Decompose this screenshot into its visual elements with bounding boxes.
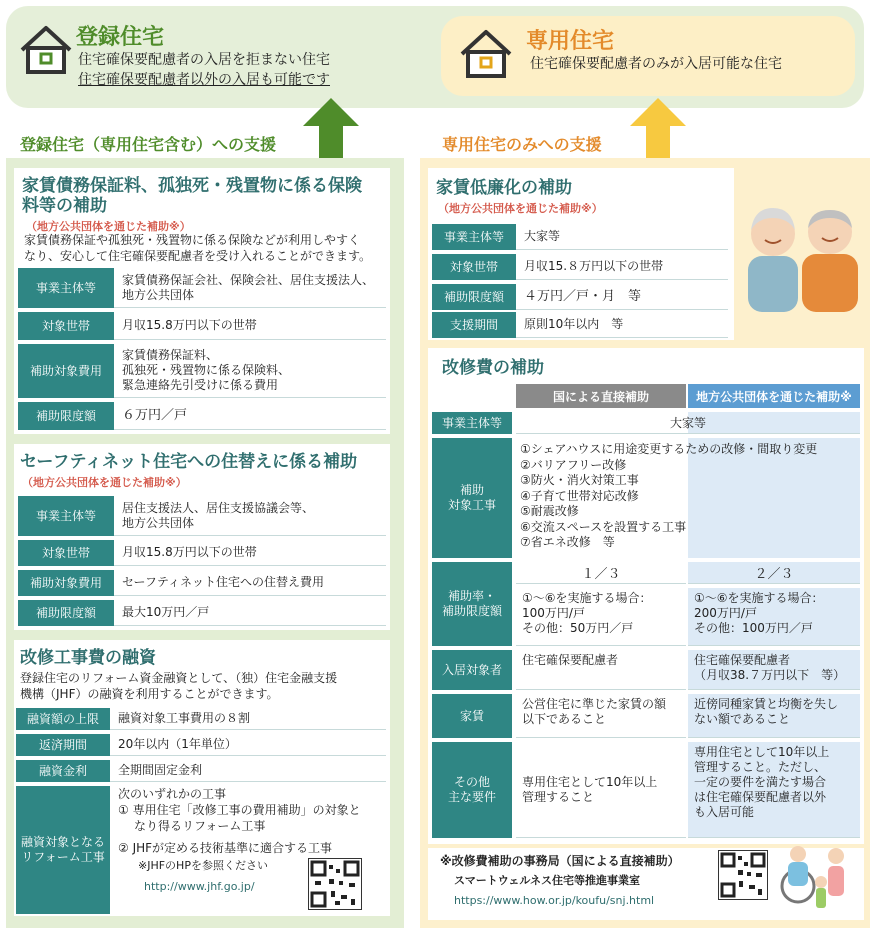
table-row xyxy=(16,734,386,756)
row-label xyxy=(432,742,512,838)
row-label xyxy=(432,438,512,558)
card-subtitle: （地方公共団体を通じた補助※） xyxy=(438,202,603,215)
row-label: 事業主体等 xyxy=(432,412,512,434)
rent-guarantee-card xyxy=(14,168,390,434)
row-label xyxy=(16,786,110,914)
col-header-local: 地方公共団体を通じた補助※ xyxy=(688,384,860,408)
up-arrow-icon xyxy=(301,96,361,160)
row-value-line: 家賃債務保証料、 xyxy=(122,348,219,362)
jhf-link[interactable]: http://www.jhf.go.jp/ xyxy=(144,880,255,893)
works-list xyxy=(520,442,860,551)
table-row xyxy=(18,570,386,596)
table-row xyxy=(16,786,386,914)
list-item: ⑦省エネ改修 等 xyxy=(520,535,615,549)
row-label-line: 補助限度額 xyxy=(441,604,502,618)
elderly-couple-illustration xyxy=(740,200,864,312)
dedicated-desc: 住宅確保要配慮者のみが入居可能な住宅 xyxy=(530,56,782,72)
rate-national: １／３ xyxy=(516,562,686,584)
row-value: 大家等 xyxy=(516,224,728,250)
cell-line: 200万円/戸 xyxy=(694,606,757,620)
row-value xyxy=(114,344,386,398)
row-label-line: 対象工事 xyxy=(447,498,496,512)
cell-line: その他：50万円／戸 xyxy=(522,621,634,635)
card-subtitle: （地方公共団体を通じた補助※） xyxy=(22,476,187,489)
table-row xyxy=(432,254,728,280)
row-label-line: 補助 xyxy=(459,483,484,497)
house-icon xyxy=(458,28,514,78)
list-item: ②バリアフリー改修 xyxy=(520,457,627,472)
cell-line: ない額であること xyxy=(694,712,791,726)
row-label: 補助対象費用 xyxy=(18,570,114,596)
table-row xyxy=(18,540,386,566)
cell-line: 専用住宅として10年以上 xyxy=(694,745,830,759)
row-label: 事業主体等 xyxy=(18,496,114,536)
cell-line: 住宅確保要配慮者 xyxy=(694,653,791,667)
up-arrow-icon xyxy=(628,96,688,160)
tenant-national: 住宅確保要配慮者 xyxy=(516,650,686,690)
row-label: 返済期間 xyxy=(16,734,110,756)
footer-office: スマートウェルネス住宅等推進事業室 xyxy=(454,874,641,887)
house-icon xyxy=(18,24,74,74)
row-label: 入居対象者 xyxy=(432,650,512,690)
other-local xyxy=(688,742,860,838)
target-line: ① 専用住宅「改修工事の費用補助」の対象と xyxy=(118,803,361,817)
card-title: 家賃低廉化の補助 xyxy=(436,178,572,198)
registered-desc-1: 住宅確保要配慮者の入居を拒まない住宅 xyxy=(78,52,330,68)
cell-line: 一定の要件を満たす場合 xyxy=(694,775,827,789)
target-line: 次のいずれかの工事 xyxy=(118,787,227,801)
qr-code-icon xyxy=(718,850,768,900)
entity-value: 大家等 xyxy=(516,412,860,434)
row-label: 家賃 xyxy=(432,694,512,738)
row-value: 20年以内（1年単位） xyxy=(110,734,386,756)
row-value-line: 地方公共団体 xyxy=(122,515,195,530)
row-label: 補助限度額 xyxy=(432,284,516,310)
table-row xyxy=(18,344,386,398)
footer-note: ※改修費補助の事務局（国による直接補助） xyxy=(440,854,680,868)
card-title: セーフティネット住宅への住替えに係る補助 xyxy=(20,452,358,472)
table-row xyxy=(18,600,386,626)
list-item: ⑥交流スペースを設置する工事 xyxy=(520,519,687,534)
row-value xyxy=(114,496,386,536)
rate-local: ２／３ xyxy=(688,562,860,584)
registered-desc-2: 住宅確保要配慮者以外の入居も可能です xyxy=(78,72,330,88)
cell-line: 公営住宅に準じた家賃の額 xyxy=(522,697,667,711)
card-title: 家賃債務保証料、孤独死・残置物に係る保険 xyxy=(22,176,362,196)
cell-line: 100万円/戸 xyxy=(522,606,585,620)
row-value xyxy=(110,786,386,914)
table-row xyxy=(18,496,386,536)
row-label: 事業主体等 xyxy=(432,224,516,250)
relocation-card xyxy=(14,444,390,630)
row-label: 融資額の上限 xyxy=(16,708,110,730)
rent-national xyxy=(516,694,686,738)
family-wheelchair-illustration xyxy=(776,836,864,920)
row-label: 補助限度額 xyxy=(18,600,114,626)
cell-line: ①～⑥を実施する場合： xyxy=(522,591,652,605)
target-line: なり得るリフォーム工事 xyxy=(134,819,266,833)
row-value: 月収15.8万円以下の世帯 xyxy=(114,312,386,340)
target-line: ② JHFが定める技術基準に適合する工事 xyxy=(118,841,333,855)
row-value: ６万円／戸 xyxy=(114,402,386,430)
limit-local xyxy=(688,588,860,646)
cell-line: ①～⑥を実施する場合： xyxy=(694,591,824,605)
row-value-line: 地方公共団体 xyxy=(122,287,195,302)
registered-title: 登録住宅 xyxy=(76,25,165,50)
cell-line: 専用住宅として10年以上 xyxy=(522,774,658,789)
dedicated-title: 専用住宅 xyxy=(526,29,615,54)
card-title: 料等の補助 xyxy=(22,196,107,216)
renovation-loan-card xyxy=(14,640,390,916)
cell-line: 管理すること xyxy=(522,789,595,804)
row-value-line: 孤独死・残置物に係る保険料、 xyxy=(122,363,291,377)
row-label: 融資金利 xyxy=(16,760,110,782)
row-value: 月収15.8万円以下の世帯 xyxy=(114,540,386,566)
table-row xyxy=(18,312,386,340)
row-label-line: リフォーム工事 xyxy=(21,850,105,864)
table-row xyxy=(432,312,728,338)
card-subtitle: （地方公共団体を通じた補助※） xyxy=(26,220,191,233)
qr-code-icon xyxy=(308,858,362,910)
row-label: 支援期間 xyxy=(432,312,516,338)
row-value: セーフティネット住宅への住替え費用 xyxy=(114,570,386,596)
row-value: 全期間固定金利 xyxy=(110,760,386,782)
list-item: ④子育て世帯対応改修 xyxy=(520,488,639,503)
row-label: 対象世帯 xyxy=(432,254,516,280)
col-header-national: 国による直接補助 xyxy=(516,384,686,408)
left-section-heading: 登録住宅（専用住宅含む）への支援 xyxy=(20,135,277,154)
cell-line: 以下であること xyxy=(522,712,607,726)
row-value: 融資対象工事費用の８割 xyxy=(110,708,386,730)
limit-national xyxy=(516,588,686,646)
table-row xyxy=(16,708,386,730)
row-label: 補助対象費用 xyxy=(18,344,114,398)
row-value: 月収15.８万円以下の世帯 xyxy=(516,254,728,280)
row-label: 補助限度額 xyxy=(18,402,114,430)
table-row xyxy=(16,760,386,782)
tenant-local xyxy=(688,650,860,690)
rent-local xyxy=(688,694,860,738)
card-title: 改修費の補助 xyxy=(442,358,544,378)
row-label: 対象世帯 xyxy=(18,312,114,340)
other-national xyxy=(516,742,686,838)
table-row xyxy=(18,402,386,430)
right-section-heading: 専用住宅のみへの支援 xyxy=(442,135,602,154)
renovation-subsidy-card xyxy=(428,348,864,844)
footer-link[interactable]: https://www.how.or.jp/koufu/snj.html xyxy=(454,894,655,907)
row-value xyxy=(114,268,386,308)
cell-line: その他：100万円／戸 xyxy=(694,621,813,635)
row-value-line: 緊急連絡先引受けに係る費用 xyxy=(122,378,279,392)
row-value-line: 家賃債務保証会社、保険会社、居住支援法人、 xyxy=(122,272,375,287)
rent-reduction-card xyxy=(428,168,734,340)
row-label-line: 補助率・ xyxy=(447,589,496,603)
row-label-line: 融資対象となる xyxy=(20,835,105,849)
row-label: 対象世帯 xyxy=(18,540,114,566)
row-value: ４万円／戸・月 等 xyxy=(516,284,728,310)
row-value-line: 居住支援法人、居住支援協議会等、 xyxy=(122,500,315,515)
card-desc: 機構（JHF）の融資を利用することができます。 xyxy=(20,687,279,701)
list-item: ⑤耐震改修 xyxy=(520,504,579,518)
card-title: 改修工事費の融資 xyxy=(20,648,156,668)
row-label-line: その他 xyxy=(453,775,490,789)
card-desc: なり、安心して住宅確保要配慮者を受け入れることができます。 xyxy=(24,249,372,263)
row-value: 最大10万円／戸 xyxy=(114,600,386,626)
cell-line: （月収38.７万円以下 等） xyxy=(694,668,846,682)
list-item: ①シェアハウスに用途変更するための改修・間取り変更 xyxy=(520,442,818,456)
target-note: ※JHFのHPを参照ください xyxy=(138,859,268,872)
row-label: 事業主体等 xyxy=(18,268,114,308)
row-label xyxy=(432,562,512,646)
cell-line: も入居可能 xyxy=(694,805,755,819)
row-label-line: 主な要件 xyxy=(447,790,496,804)
list-item: ③防火・消火対策工事 xyxy=(520,473,639,487)
table-row xyxy=(18,268,386,308)
cell-line: 管理すること。ただし、 xyxy=(694,760,827,774)
card-desc: 家賃債務保証や孤独死・残置物に係る保険などが利用しやすく xyxy=(24,233,361,247)
cell-line: は住宅確保要配慮者以外 xyxy=(694,790,827,804)
cell-line: 近傍同種家賃と均衡を失し xyxy=(694,697,839,711)
table-row xyxy=(432,224,728,250)
table-row xyxy=(432,284,728,310)
row-value: 原則10年以内 等 xyxy=(516,312,728,338)
card-desc: 登録住宅のリフォーム資金融資として、（独）住宅金融支援 xyxy=(20,671,338,685)
